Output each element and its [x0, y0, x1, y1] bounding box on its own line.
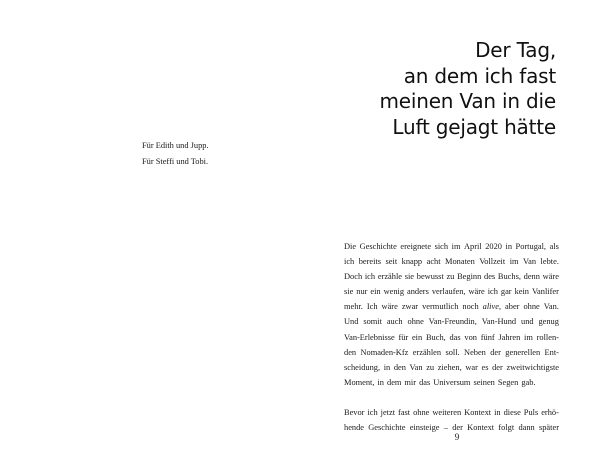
word: verlaufen, [431, 287, 466, 297]
word: als [549, 242, 559, 251]
dedication [142, 138, 282, 170]
text-line [344, 314, 559, 329]
word: Segen [497, 377, 519, 387]
word: in [383, 362, 391, 372]
word: in [494, 408, 501, 418]
text-line [344, 254, 559, 269]
word: anders [407, 287, 429, 297]
word: 2020 [485, 242, 502, 251]
word: mir [404, 377, 417, 387]
word: der [490, 347, 501, 357]
word: weiteren [432, 408, 462, 418]
word: Puls [523, 408, 539, 418]
word: somit [363, 317, 382, 327]
word: Universum [433, 377, 471, 387]
word: ohne [407, 317, 424, 327]
chapter-title [316, 38, 556, 140]
word: Moment, [344, 377, 375, 387]
word: hende [344, 423, 364, 433]
text-line [344, 405, 559, 420]
word: seinen [473, 377, 495, 387]
word: für [398, 332, 409, 342]
word: gab. [521, 377, 536, 387]
text-line [344, 345, 559, 360]
word: war [465, 362, 478, 372]
dedication-line: Für Steffi und Tobi. [142, 157, 209, 166]
word: lebte. [540, 257, 559, 267]
word: im [451, 242, 461, 251]
word: Doch [344, 272, 363, 282]
word: Vollzeit [479, 257, 506, 267]
word: kein [514, 287, 529, 297]
paragraph-2 [344, 405, 559, 435]
word: mehr. [344, 302, 363, 312]
word: – [443, 423, 448, 433]
word: ohne [413, 408, 430, 418]
word: den [344, 347, 357, 357]
word: alive, [482, 302, 502, 312]
text-line [344, 284, 559, 299]
word: zu [446, 272, 455, 282]
word: denn [523, 272, 540, 282]
word: soll. [445, 347, 460, 357]
chapter-title-line: meinen Van in die [379, 89, 556, 113]
word: Bevor [344, 408, 365, 418]
word: erzähle [377, 272, 402, 282]
word: April [464, 242, 482, 251]
word: Geschichte [368, 423, 406, 433]
text-line [344, 299, 559, 314]
word: erhö- [541, 408, 559, 418]
word: nur [356, 287, 368, 297]
word: Ich [366, 302, 378, 312]
word: Van. [543, 302, 559, 312]
word: ich [364, 272, 376, 282]
word: Die [344, 242, 357, 251]
word: Kontext [464, 408, 492, 418]
word: den [393, 362, 406, 372]
word: generellen [505, 347, 541, 357]
word: ohne [523, 302, 540, 312]
body-text [344, 239, 559, 435]
word: zwar [401, 302, 419, 312]
word: in [377, 377, 384, 387]
word: erzählen [412, 347, 442, 357]
word: noch [462, 302, 479, 312]
word: bewusst [416, 272, 444, 282]
word: der [452, 423, 463, 433]
word: Buch, [425, 332, 446, 342]
word: ereignete [400, 242, 432, 251]
paragraph-gap [344, 390, 559, 405]
word: zu [426, 362, 435, 372]
word: das [449, 332, 461, 342]
word: sie [404, 272, 415, 282]
word: Kontext [467, 423, 495, 433]
word: einsteige [409, 423, 440, 433]
word: folgt [498, 423, 515, 433]
word: Jahren [498, 332, 521, 342]
word: und [521, 317, 534, 327]
word: ein [411, 332, 423, 342]
word: wenig [383, 287, 405, 297]
word: Geschichte [359, 242, 397, 251]
paragraph-1 [344, 239, 559, 390]
word: wäre [381, 302, 398, 312]
word: scheidung, [344, 362, 381, 372]
word: es [481, 362, 489, 372]
word: ich [367, 408, 378, 418]
dedication-line: Für Edith und Jupp. [142, 141, 209, 150]
right-page [300, 0, 600, 467]
word: auch [386, 317, 403, 327]
word: Neben [464, 347, 486, 357]
word: im [509, 257, 519, 267]
word: rollen- [536, 332, 559, 342]
word: dann [518, 423, 535, 433]
word: wäre [468, 287, 485, 297]
word: gar [500, 287, 512, 297]
word: Van-Hund [481, 317, 517, 327]
word: Vanlifer [531, 287, 559, 297]
word: Portugal, [515, 242, 547, 251]
chapter-title-line: Der Tag, [475, 38, 556, 62]
word: der [492, 362, 503, 372]
word: ich [487, 287, 498, 297]
word: zweitwichtigste [506, 362, 559, 372]
word: sich [434, 242, 449, 251]
word: Und [344, 317, 359, 327]
word: Van-Freundin, [428, 317, 477, 327]
text-line [344, 269, 559, 284]
word: jetzt [380, 408, 396, 418]
text-line [344, 330, 559, 345]
word: bereits [358, 257, 382, 267]
word: in [505, 242, 513, 251]
word: Nomaden-Kfz [360, 347, 409, 357]
word: das [419, 377, 431, 387]
text-line [344, 360, 559, 375]
word: sie [344, 287, 354, 297]
word: Monaten [445, 257, 475, 267]
text-line [344, 239, 559, 254]
word: vermutlich [422, 302, 459, 312]
word: wäre [542, 272, 559, 282]
word: des [484, 272, 496, 282]
word: genug [538, 317, 559, 327]
word: knapp [401, 257, 423, 267]
word: fünf [480, 332, 495, 342]
word: Beginn [457, 272, 482, 282]
word: seit [385, 257, 398, 267]
word: im [524, 332, 533, 342]
word: Buchs, [497, 272, 521, 282]
word: ziehen, [437, 362, 462, 372]
word: Van [409, 362, 423, 372]
text-line [344, 375, 559, 390]
word: dem [387, 377, 402, 387]
chapter-title-line: Luft gejagt hätte [392, 114, 556, 139]
word: Ent- [544, 347, 559, 357]
word: später [538, 423, 559, 433]
word: ein [370, 287, 381, 297]
chapter-title-line: an dem ich fast [403, 63, 556, 88]
word: aber [505, 302, 520, 312]
word: diese [503, 408, 521, 418]
word: ich [344, 257, 355, 267]
word: Van [523, 257, 537, 267]
word: von [464, 332, 477, 342]
word: acht [426, 257, 441, 267]
word: fast [398, 408, 411, 418]
page-number: 9 [454, 432, 460, 442]
word: Van-Erlebnisse [344, 332, 395, 342]
